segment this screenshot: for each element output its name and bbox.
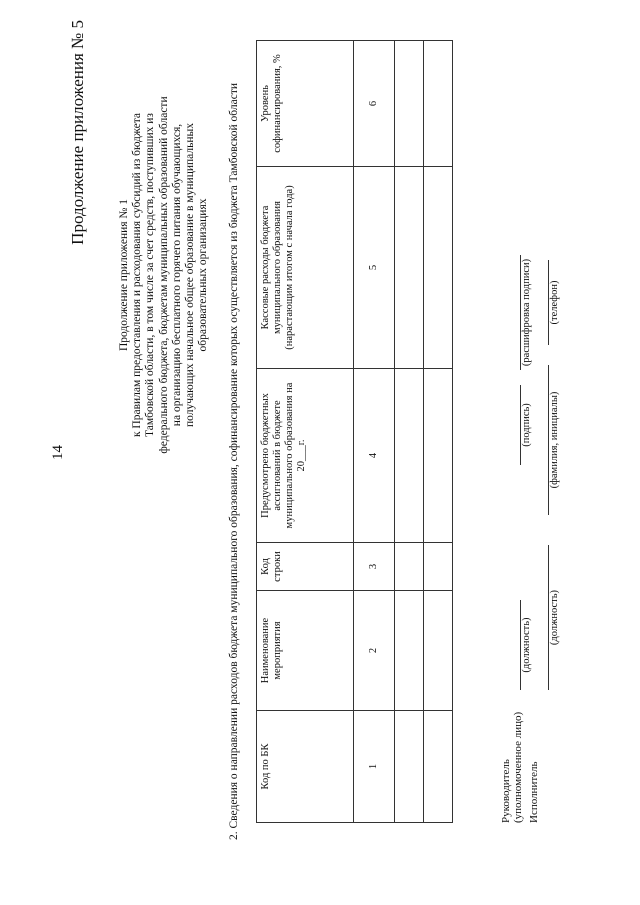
table-cell [395, 543, 424, 591]
column-number-row [354, 41, 395, 823]
table-cell [395, 167, 424, 369]
table-cell [424, 543, 453, 591]
table-row [424, 41, 453, 823]
column-number: 5 [354, 167, 395, 369]
table-cell [424, 41, 453, 167]
head-label-line1: Руководитель [500, 759, 512, 823]
column-number: 3 [354, 543, 395, 591]
section-title: 2. Сведения о направлении расходов бюджета муниципального образования, софинансирование которых осуществляется из бюджета Тамбовской области [228, 83, 240, 840]
table-cell [395, 711, 424, 823]
header-line: получающих начальное общее образование в муниципальных [184, 123, 197, 427]
table-cell [395, 591, 424, 711]
executor-label: Исполнитель [528, 761, 540, 823]
header-cash-expenses: Кассовые расходы бюджета муниципального образования (нарастающим итогом с начала года) [257, 167, 354, 369]
expenses-table [256, 40, 453, 823]
continuation-title: Продолжение приложения № 5 [68, 20, 87, 245]
executor-position-caption: (должность) [549, 589, 560, 646]
table-header-row [257, 41, 354, 823]
name-caption: (фамилия, инициалы) [549, 391, 560, 489]
header-row-code: Код строки [257, 543, 354, 591]
header-bk-code: Код по БК [257, 711, 354, 823]
table-row [395, 41, 424, 823]
column-number: 2 [354, 591, 395, 711]
header-line: Продолжение приложения № 1 [118, 198, 130, 352]
table-cell [395, 369, 424, 543]
table-cell [395, 41, 424, 167]
position-caption: (должность) [521, 617, 532, 673]
column-number: 1 [354, 711, 395, 823]
table-cell [424, 711, 453, 823]
header-line: образовательных организациях [197, 198, 210, 352]
header-line: к Правилам предоставления и расходования субсидий из бюджета [131, 112, 144, 438]
appendix-header [118, 40, 210, 510]
head-label-line2: (уполномоченное лицо) [512, 711, 524, 823]
page-number: 14 [50, 445, 66, 460]
table-cell [424, 369, 453, 543]
column-number: 6 [354, 41, 395, 167]
header-line: Тамбовской области, в том числе за счет средств, поступивших из [144, 113, 157, 437]
header-cofinancing-level: Уровень софинансирования, % [257, 41, 354, 167]
signature-caption: (подпись) [521, 403, 532, 447]
table-cell [424, 167, 453, 369]
phone-caption: (телефон) [549, 280, 560, 325]
column-number: 4 [354, 369, 395, 543]
decoding-caption: (расшифровка подписи) [521, 258, 532, 367]
header-planned-allocations: Предусмотрено бюджетных ассигнований в бюджете муниципального образования на 20___г. [257, 369, 354, 543]
header-event-name: Наименование мероприятия [257, 591, 354, 711]
header-line: на организацию бесплатного горячего питания обучающихся, [170, 123, 183, 427]
head-label [500, 712, 524, 823]
table-cell [424, 591, 453, 711]
header-line: федерального бюджета, бюджетам муниципальных образований области [157, 96, 170, 454]
